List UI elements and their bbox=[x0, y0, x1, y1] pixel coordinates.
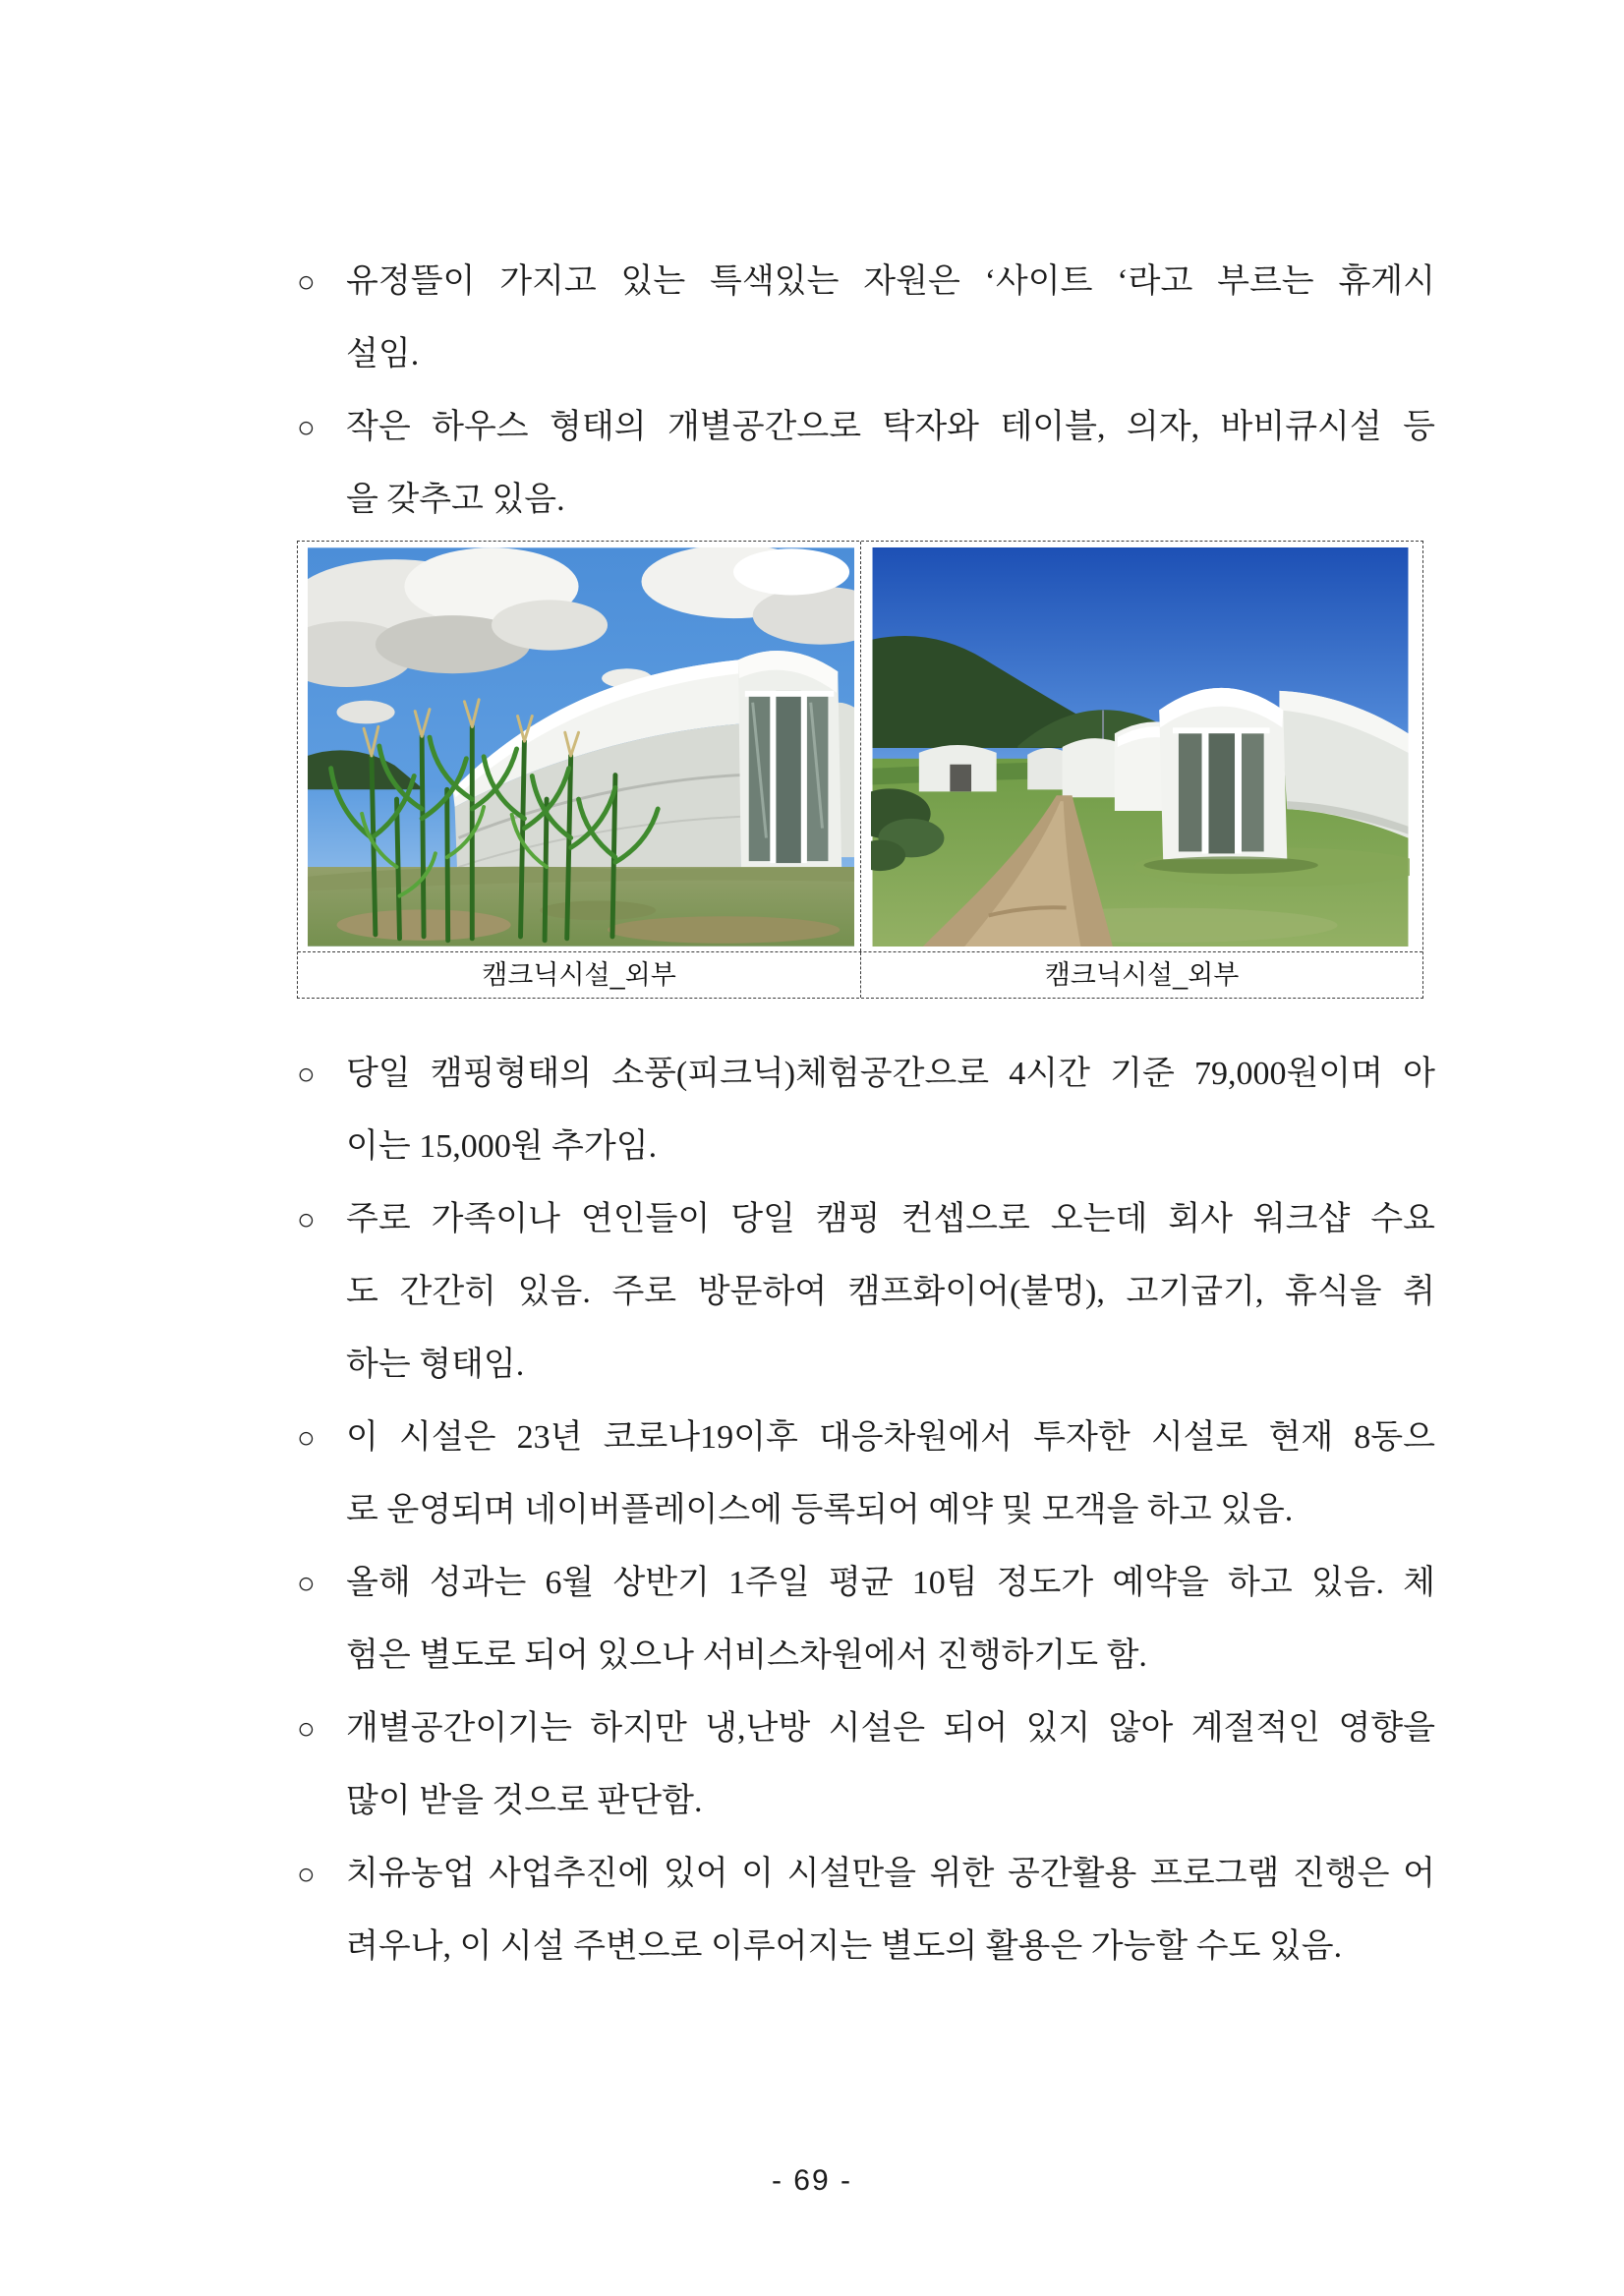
bullet-line: 작은 하우스 형태의 개별공간으로 탁자와 테이블, 의자, 바비큐시설 등 bbox=[346, 409, 1435, 445]
bullet-marker: ○ bbox=[297, 1420, 316, 1455]
figure-caption-row bbox=[298, 951, 1422, 998]
page-content bbox=[297, 246, 1435, 1983]
bullet-line: 많이 받을 것으로 판단함. bbox=[346, 1783, 703, 1819]
page-number: - 69 - bbox=[771, 2164, 853, 2197]
bullet-line: 주로 가족이나 연인들이 당일 캠핑 컨셉으로 오는데 회사 워크샵 수요 bbox=[346, 1201, 1435, 1237]
bullet-item bbox=[297, 1183, 1435, 1402]
figure-table bbox=[297, 541, 1423, 999]
bullet-item bbox=[297, 1038, 1435, 1183]
figure-cell-right bbox=[860, 542, 1422, 951]
campnic-greenhouse-row-path-photo bbox=[871, 547, 1410, 947]
bullet-line: 설임. bbox=[346, 336, 420, 373]
bullet-line: 로 운영되며 네이버플레이스에 등록되어 예약 및 모객을 하고 있음. bbox=[346, 1492, 1294, 1528]
bullet-marker: ○ bbox=[297, 1711, 316, 1746]
bullet-item bbox=[297, 246, 1435, 391]
campnic-greenhouse-with-corn-photo bbox=[308, 547, 854, 947]
bullet-marker: ○ bbox=[297, 410, 316, 444]
bullet-line: 험은 별도로 되어 있으나 서비스차원에서 진행하기도 함. bbox=[346, 1637, 1147, 1674]
bullet-line: 치유농업 사업추진에 있어 이 시설만을 위한 공간활용 프로그램 진행은 어 bbox=[346, 1856, 1435, 1892]
bullet-marker: ○ bbox=[297, 264, 316, 299]
bullet-item bbox=[297, 391, 1435, 537]
bullet-line: 개별공간이기는 하지만 냉,난방 시설은 되어 있지 않아 계절적인 영향을 bbox=[346, 1710, 1435, 1747]
bullet-line: 을 갖추고 있음. bbox=[346, 482, 565, 518]
bullet-line: 유정뜰이 가지고 있는 특색있는 자원은 ‘사이트 ‘라고 부르는 휴게시 bbox=[346, 263, 1435, 300]
figure-cell-left bbox=[298, 542, 860, 951]
figure-photo-row bbox=[298, 542, 1422, 951]
bullet-item bbox=[297, 1693, 1435, 1838]
figure-caption-right: 캠크닉시설_외부 bbox=[860, 952, 1422, 998]
bullet-marker: ○ bbox=[297, 1202, 316, 1236]
bullet-marker: ○ bbox=[297, 1857, 316, 1891]
bullet-line: 려우나, 이 시설 주변으로 이루어지는 별도의 활용은 가능할 수도 있음. bbox=[346, 1928, 1343, 1965]
bullet-item bbox=[297, 1402, 1435, 1547]
bullet-marker: ○ bbox=[297, 1566, 316, 1600]
bullet-line: 도 간간히 있음. 주로 방문하여 캠프화이어(불멍), 고기굽기, 휴식을 취 bbox=[346, 1274, 1435, 1310]
bullet-line: 이 시설은 23년 코로나19이후 대응차원에서 투자한 시설로 현재 8동으 bbox=[346, 1419, 1435, 1456]
bullet-line: 이는 15,000원 추가임. bbox=[346, 1128, 658, 1165]
bullet-line: 올해 성과는 6월 상반기 1주일 평균 10팀 정도가 예약을 하고 있음. 체 bbox=[346, 1565, 1435, 1601]
bullet-line: 당일 캠핑형태의 소풍(피크닉)체험공간으로 4시간 기준 79,000원이며 아 bbox=[346, 1056, 1435, 1092]
figure-caption-left: 캠크닉시설_외부 bbox=[482, 960, 676, 990]
bullet-marker: ○ bbox=[297, 1057, 316, 1091]
bullet-line: 하는 형태임. bbox=[346, 1347, 525, 1383]
bullet-item bbox=[297, 1838, 1435, 1983]
bullet-item bbox=[297, 1547, 1435, 1693]
